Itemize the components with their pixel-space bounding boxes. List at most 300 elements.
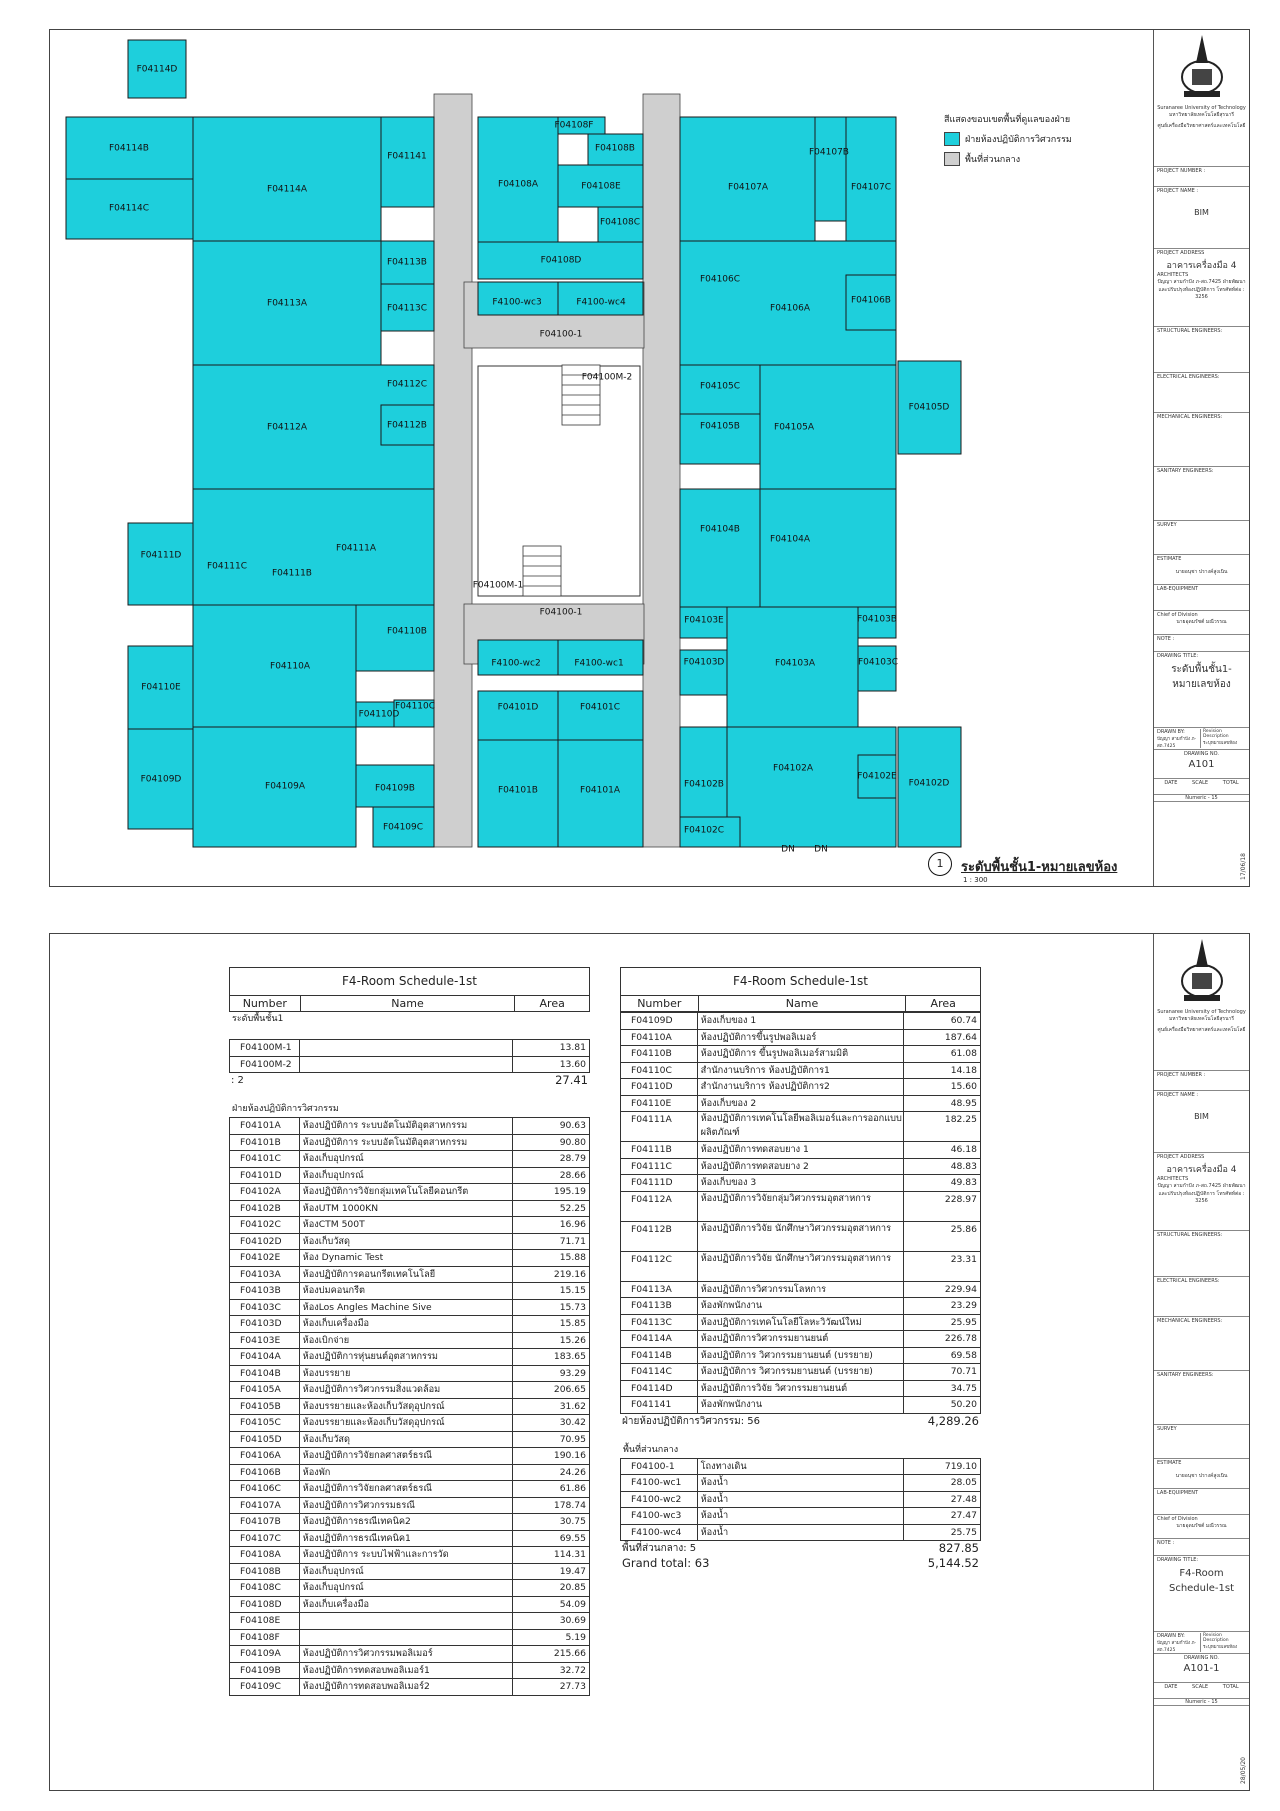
center-name: ศูนย์เครื่องมือวิทยาศาสตร์และเทคโนโลยี [1157, 1027, 1246, 1033]
room-label: DN [781, 844, 795, 855]
room-name: ห้องพัก [300, 1465, 514, 1481]
table-row [620, 1348, 981, 1365]
project-address-label: PROJECT ADDRESS [1157, 250, 1205, 256]
room-name: ห้องเก็บอุปกรณ์ [300, 1151, 514, 1167]
room-name: ห้องน้ำ [698, 1475, 905, 1491]
room-area: 219.16 [553, 1268, 586, 1280]
estimate-cell [1154, 555, 1249, 585]
architects: ปัญญา สามกำปัง ภ-สถ.7425 ฝ่ายพัฒนาและปรับปรุงห้องปฏิบัติการ โทรศัพท์ต่อ : 3256 [1157, 279, 1246, 300]
room-number: F04109D [621, 1013, 698, 1029]
room-number: F04112C [621, 1252, 698, 1281]
project-number-label: PROJECT NUMBER : [1157, 168, 1206, 174]
room-number: F04113B [621, 1298, 698, 1314]
room-number: F04110E [621, 1096, 698, 1112]
room-number: F04110C [621, 1063, 698, 1079]
col-area: Area [539, 997, 565, 1010]
project-number-cell [1154, 1071, 1249, 1091]
chief-cell [1154, 611, 1249, 635]
corridor-right [643, 94, 680, 847]
view-number: 1 [928, 852, 952, 876]
room-label: F04101D [497, 702, 539, 713]
table-row [229, 1267, 590, 1284]
group-total: 827.85 [938, 1541, 979, 1555]
legend-label: ฝ่ายห้องปฏิบัติการวิศวกรรม [965, 135, 1072, 145]
room-area: 32.72 [559, 1664, 586, 1676]
room-name: ห้องปฏิบัติการวิศวกรรมสิ่งแวดล้อม [300, 1382, 514, 1398]
room-area: 16.96 [559, 1219, 586, 1230]
room-label: F04102E [857, 771, 897, 782]
room-number: F04105C [230, 1415, 300, 1431]
room-number: F04102D [230, 1234, 300, 1250]
room-area: 60.74 [950, 1015, 977, 1026]
table-row [229, 1630, 590, 1647]
room-area: 69.58 [950, 1349, 977, 1361]
room-name [300, 1040, 514, 1056]
survey-label: SURVEY [1157, 522, 1177, 528]
project-name-cell [1154, 187, 1249, 249]
room-number: F04108B [230, 1564, 300, 1580]
project-number-cell [1154, 167, 1249, 187]
project-name: BIM [1194, 208, 1209, 217]
room-label: F04109D [140, 774, 182, 785]
project-number-label: PROJECT NUMBER : [1157, 1072, 1206, 1078]
drawing-title-label: DRAWING TITLE: [1157, 1557, 1199, 1563]
title-block-logo-area [1154, 934, 1249, 1071]
table-row [620, 1112, 981, 1142]
room-area: 15.88 [559, 1252, 586, 1263]
room-number: F04110A [621, 1030, 698, 1046]
room-label: F04106A [770, 303, 810, 314]
project-name-label: PROJECT NAME : [1157, 188, 1199, 194]
grand-total-value: 5,144.52 [927, 1556, 979, 1570]
room-label: F04114C [108, 203, 150, 214]
room-label: F04108E [581, 181, 621, 192]
room-number: F04102B [230, 1201, 300, 1217]
room-area: 15.26 [559, 1334, 586, 1346]
table-row [229, 1316, 590, 1333]
drawing-no-cell [1154, 1654, 1249, 1683]
room-area: 27.73 [559, 1681, 586, 1692]
room-area: 13.81 [559, 1042, 586, 1053]
room-name: ห้องปฏิบัติการธรณีเทคนิค2 [300, 1514, 514, 1530]
room-name: ห้องเก็บเครื่องมือ [300, 1316, 514, 1332]
estimate-label: ESTIMATE [1157, 1460, 1182, 1466]
room-area: 93.29 [559, 1367, 586, 1379]
schedule-title: F4-Room Schedule-1st [620, 967, 981, 996]
table-row [229, 1663, 590, 1680]
table-row [620, 1397, 981, 1414]
room-name: ห้องปฏิบัติการ วิศวกรรมยานยนต์ (บรรยาย) [698, 1364, 905, 1380]
table-row [620, 1525, 981, 1542]
room-name: ห้องUTM 1000KN [300, 1201, 514, 1217]
table-row [229, 1613, 590, 1630]
room-area: 178.74 [553, 1499, 586, 1511]
room-name: ห้องปฏิบัติการขึ้นรูปพอลิเมอร์ [698, 1030, 905, 1046]
date-label: DATE [1164, 780, 1178, 786]
room-area: 206.65 [553, 1384, 586, 1395]
room-number: F04100M-2 [230, 1057, 300, 1073]
room-label: F04114B [109, 143, 149, 154]
col-name: Name [301, 996, 516, 1011]
room-area: 61.08 [950, 1048, 977, 1059]
room-label: F04111D [140, 550, 182, 561]
lab-equipment-label: LAB-EQUIPMENT [1157, 586, 1199, 592]
revision-description: ระบุหมายเลขห้อง [1203, 741, 1238, 746]
schedule-header [620, 996, 981, 1012]
room-name: ห้องปฏิบัติการทดสอบยาง 2 [698, 1159, 905, 1175]
room-area: 114.31 [553, 1549, 586, 1560]
schedule-title: F4-Room Schedule-1st [229, 967, 590, 996]
room-label: F041141 [387, 151, 427, 162]
room-number: F4100-wc4 [621, 1525, 698, 1541]
room-name: ห้องน้ำ [698, 1492, 905, 1508]
room-name: ห้องปฏิบัติการทดสอบพอลิเมอร์1 [300, 1663, 514, 1679]
table-row [229, 1448, 590, 1465]
estimate-name: นายอนุชา ปรางค์สูงเนิน [1175, 1473, 1228, 1479]
room-number: F04106C [230, 1481, 300, 1497]
sanitary-cell [1154, 1371, 1249, 1425]
table-row [229, 1201, 590, 1218]
architects: ปัญญา สามกำปัง ภ-สถ.7425 ฝ่ายพัฒนาและปรับปรุงห้องปฏิบัติการ โทรศัพท์ต่อ : 3256 [1157, 1183, 1246, 1204]
room-name: ห้องปฏิบัติการวิจัย นักศึกษาวิศวกรรมอุตสาหการ [698, 1222, 905, 1251]
col-area: Area [930, 997, 956, 1010]
table-row [229, 1679, 590, 1696]
room-schedule-sheet [49, 933, 1250, 1791]
drawing-title: ระดับพื้นชั้น1-หมายเลขห้อง [1171, 664, 1232, 690]
date-label: DATE [1164, 1684, 1178, 1690]
room-number: F04109B [230, 1663, 300, 1679]
stair-lower [523, 546, 561, 596]
room-name: ห้องปฏิบัติการหุ่นยนต์อุตสาหกรรม [300, 1349, 514, 1365]
room-area: 70.71 [950, 1366, 977, 1377]
estimate-label: ESTIMATE [1157, 556, 1182, 562]
floor-plan-sheet [49, 29, 1250, 887]
room-number: F4100-wc3 [621, 1508, 698, 1524]
drawn-by-label: DRAWN BY: [1157, 1633, 1185, 1639]
table-row [229, 1057, 590, 1074]
room-area: 50.20 [950, 1399, 977, 1410]
table-row [229, 1597, 590, 1614]
room-number: F04112A [621, 1192, 698, 1221]
room-F04102B [680, 727, 727, 817]
room-area: 48.83 [950, 1160, 977, 1172]
drawing-title-cell [1154, 1556, 1249, 1632]
room-label: F04100-1 [539, 329, 583, 340]
drawn-by-label: DRAWN BY: [1157, 729, 1185, 735]
room-label: F04113C [386, 303, 428, 314]
legend-item [944, 132, 1072, 146]
room-name: ห้องปฏิบัติการ ระบบอัตโนมัติอุตสาหกรรม [300, 1118, 514, 1134]
mechanical-cell [1154, 413, 1249, 467]
room-area: 15.73 [559, 1301, 586, 1313]
table-row [229, 1531, 590, 1548]
room-number: F04107A [230, 1498, 300, 1514]
room-name [300, 1057, 514, 1073]
room-label: F04102A [773, 763, 813, 774]
table-row [620, 1298, 981, 1315]
legend-swatch [944, 132, 960, 146]
table-row [620, 1508, 981, 1525]
table-row [229, 1234, 590, 1251]
room-name: ห้องเก็บของ 1 [698, 1013, 905, 1029]
room-area: 28.79 [559, 1153, 586, 1164]
electrical-cell [1154, 373, 1249, 413]
room-name: ห้องปฏิบัติการ ระบบไฟฟ้าและการวัด [300, 1547, 514, 1563]
group-count: ฝ่ายห้องปฏิบัติการวิศวกรรม: 56 [622, 1415, 760, 1427]
room-area: 229.94 [944, 1283, 977, 1295]
room-area: 226.78 [944, 1333, 977, 1344]
room-label: F04105A [774, 422, 814, 433]
description-label: Description [1203, 1638, 1229, 1643]
room-number: F04102C [230, 1217, 300, 1233]
room-area: 30.42 [559, 1417, 586, 1428]
room-area: 23.29 [950, 1300, 977, 1311]
project-address-cell [1154, 1153, 1249, 1231]
project-name-label: PROJECT NAME : [1157, 1092, 1199, 1098]
room-area: 182.25 [944, 1114, 977, 1125]
room-label: F04108A [498, 179, 538, 190]
schedule-left [229, 967, 590, 1696]
room-number: F04113A [621, 1282, 698, 1298]
structural-label: STRUCTURAL ENGINEERS: [1157, 1232, 1223, 1238]
room-label: F04113B [387, 257, 427, 268]
group-name: พื้นที่ส่วนกลาง [623, 1444, 679, 1455]
room-F04110B [356, 605, 434, 671]
room-F04107A [680, 117, 815, 241]
room-name: สำนักงานบริการ ห้องปฏิบัติการ2 [698, 1079, 905, 1095]
chief-cell [1154, 1515, 1249, 1539]
room-number: F4100-wc2 [621, 1492, 698, 1508]
group-name: ฝ่ายห้องปฏิบัติการวิศวกรรม [232, 1104, 339, 1114]
room-F04107C [846, 117, 896, 241]
room-name: ห้องเบิกจ่าย [300, 1333, 514, 1349]
room-F041141 [381, 117, 434, 207]
room-label: F04110B [387, 626, 427, 637]
university-name: Suranaree University of Technology [1157, 1009, 1246, 1015]
room-area: 183.65 [553, 1351, 586, 1362]
drawing-no: A101 [1188, 759, 1215, 770]
side-date: 28/05/20 [1240, 1757, 1247, 1784]
project-address-label: PROJECT ADDRESS [1157, 1154, 1205, 1160]
room-area: 31.62 [559, 1400, 586, 1412]
room-name: ห้องปฏิบัติการวิจัย วิศวกรรมยานยนต์ [698, 1381, 905, 1397]
note-cell [1154, 635, 1249, 652]
title-block-logo-area [1154, 30, 1249, 167]
room-area: 187.64 [944, 1031, 977, 1043]
room-number: F04110D [621, 1079, 698, 1095]
table-row [229, 1399, 590, 1416]
drawing-title-label: DRAWING TITLE: [1157, 653, 1199, 659]
room-name: ห้องเก็บอุปกรณ์ [300, 1168, 514, 1184]
estimate-name: นายอนุชา ปรางค์สูงเนิน [1175, 569, 1228, 575]
university-logo [1157, 937, 1246, 1009]
room-name: ห้องCTM 500T [300, 1217, 514, 1233]
date-scale-row [1154, 1683, 1249, 1699]
room-label: F04103B [857, 614, 897, 625]
room-area: 52.25 [559, 1202, 586, 1214]
room-name: ห้องพักพนักงาน [698, 1397, 905, 1413]
room-label: F04102B [684, 779, 724, 790]
schedule-right [620, 967, 981, 1571]
level-label: ระดับพื้นชั้น1 [232, 1014, 284, 1024]
room-area: 46.18 [950, 1144, 977, 1155]
revision-description: ระบุหมายเลขห้อง [1203, 1645, 1238, 1650]
view-scale: 1 : 300 [963, 876, 988, 884]
table-row [620, 1458, 981, 1476]
room-area: 30.69 [559, 1615, 586, 1626]
room-label: F04104B [700, 524, 740, 535]
room-area: 195.19 [553, 1186, 586, 1197]
room-name: ห้องปฏิบัติการวิจัยกลุ่มเทคโนโลยีคอนกรีต [300, 1184, 514, 1200]
room-area: 14.18 [950, 1064, 977, 1076]
electrical-label: ELECTRICAL ENGINEERS: [1157, 1278, 1220, 1284]
room-number: F04111B [621, 1142, 698, 1158]
room-area: 719.10 [944, 1460, 977, 1472]
chief-name: นายอุดมรัชต์ มณีวรรณ [1176, 619, 1227, 625]
room-name [300, 1630, 514, 1646]
room-label: F04112B [387, 420, 427, 431]
room-name: ห้องปฏิบัติการทดสอบยาง 1 [698, 1142, 905, 1158]
drawing-title-cell [1154, 652, 1249, 728]
structural-cell [1154, 327, 1249, 373]
room-F04101D [478, 691, 558, 740]
room-label: F04111B [272, 568, 312, 579]
revision-box [1200, 729, 1246, 748]
university-name-th: มหาวิทยาลัยเทคโนโลยีสุรนารี [1168, 112, 1234, 118]
room-label: F04109A [265, 781, 305, 792]
room-label: F4100-wc2 [491, 658, 541, 669]
room-label: F04106C [699, 274, 741, 285]
project-address: อาคารเครื่องมือ 4 [1166, 1165, 1237, 1175]
room-number: F04101D [230, 1168, 300, 1184]
room-area: 48.95 [950, 1097, 977, 1109]
survey-cell [1154, 1425, 1249, 1459]
architects-label: ARCHITECTS [1157, 1176, 1189, 1182]
schedule-group-engineering-cont [620, 1012, 981, 1414]
schedule-header [229, 996, 590, 1012]
drawing-title: F4-Room Schedule-1st [1168, 1568, 1235, 1594]
room-name: ห้องปฏิบัติการทดสอบพอลิเมอร์2 [300, 1679, 514, 1695]
room-label: F04108D [540, 255, 582, 266]
floor-plan-drawing [50, 30, 1153, 886]
project-address: อาคารเครื่องมือ 4 [1166, 261, 1237, 271]
room-name: ห้องเก็บวัสดุ [300, 1432, 514, 1448]
room-name: ห้องพักพนักงาน [698, 1298, 905, 1314]
structural-label: STRUCTURAL ENGINEERS: [1157, 328, 1223, 334]
table-row [620, 1315, 981, 1332]
room-name: ห้องปฏิบัติการวิศวกรรมยานยนต์ [698, 1331, 905, 1347]
total-label: TOTAL [1222, 780, 1239, 786]
room-name: ห้องปฏิบัติการวิจัย นักศึกษาวิศวกรรมอุตสาหการ [698, 1252, 905, 1281]
table-row [620, 1282, 981, 1299]
table-row [229, 1349, 590, 1366]
table-row [229, 1366, 590, 1383]
drawing-no-label: DRAWING NO. [1184, 751, 1219, 757]
room-label: F04110D [358, 709, 400, 720]
scale-label: SCALE [1192, 1684, 1209, 1690]
room-label: F04113A [267, 298, 307, 309]
table-row [229, 1117, 590, 1135]
room-label: F04107B [809, 147, 849, 158]
room-number: F04108C [230, 1580, 300, 1596]
room-name: ห้องปฏิบัติการธรณีเทคนิค1 [300, 1531, 514, 1547]
drawing-no-label: DRAWING NO. [1184, 1655, 1219, 1661]
revision-box [1200, 1633, 1246, 1652]
room-label: F04114A [267, 184, 307, 195]
room-F04104A [760, 489, 896, 607]
room-area: 54.09 [559, 1598, 586, 1610]
room-number: F04111C [621, 1159, 698, 1175]
room-F04101C [558, 691, 643, 740]
room-number: F04105D [230, 1432, 300, 1448]
room-area: 190.16 [553, 1450, 586, 1461]
room-number: F04103D [230, 1316, 300, 1332]
room-number: F04104B [230, 1366, 300, 1382]
table-row [229, 1465, 590, 1482]
numeric-label: Numeric - 15 [1154, 1699, 1249, 1706]
table-row [229, 1283, 590, 1300]
room-area: 49.83 [950, 1177, 977, 1188]
table-row [229, 1415, 590, 1432]
room-F04104B [680, 489, 760, 607]
room-label: F4100-wc1 [574, 658, 624, 669]
room-area: 28.66 [559, 1169, 586, 1181]
room-number: F04103A [230, 1267, 300, 1283]
table-row [620, 1475, 981, 1492]
room-area: 27.48 [950, 1493, 977, 1505]
grand-total-label: Grand total: 63 [622, 1556, 710, 1570]
room-area: 215.66 [553, 1648, 586, 1659]
room-label: F04100M-2 [581, 372, 633, 383]
room-name: โถงทางเดิน [698, 1459, 905, 1475]
table-row [229, 1514, 590, 1531]
room-area: 13.60 [559, 1058, 586, 1070]
table-row [620, 1142, 981, 1159]
room-number: F04100M-1 [230, 1040, 300, 1056]
room-label: F04110A [270, 661, 310, 672]
room-label: F04101A [580, 785, 620, 796]
numeric-label: Numeric - 15 [1154, 795, 1249, 802]
room-label: F04109B [375, 783, 415, 794]
estimate-cell [1154, 1459, 1249, 1489]
room-name [300, 1613, 514, 1629]
room-number: F04105B [230, 1399, 300, 1415]
room-label: F04108C [599, 217, 641, 228]
legend-swatch [944, 152, 960, 166]
room-name: ห้องปฏิบัติการ ระบบอัตโนมัติอุตสาหกรรม [300, 1135, 514, 1151]
university-name-th: มหาวิทยาลัยเทคโนโลยีสุรนารี [1168, 1016, 1234, 1022]
chief-label: Chief of Division [1157, 1516, 1198, 1522]
room-area: 19.47 [559, 1565, 586, 1577]
note-cell [1154, 1539, 1249, 1556]
room-name: ห้องน้ำ [698, 1525, 905, 1541]
room-area: 15.15 [559, 1285, 586, 1296]
room-label: F04101B [498, 785, 538, 796]
room-name: ห้องบรรยายและห้องเก็บวัสดุอุปกรณ์ [300, 1415, 514, 1431]
view-title-text: ระดับพื้นชั้น1-หมายเลขห้อง [961, 860, 1118, 875]
center-name: ศูนย์เครื่องมือวิทยาศาสตร์และเทคโนโลยี [1157, 123, 1246, 129]
room-number: F04108E [230, 1613, 300, 1629]
room-area: 70.95 [559, 1433, 586, 1445]
room-label: F04107A [728, 182, 768, 193]
room-name: ห้องเก็บอุปกรณ์ [300, 1580, 514, 1596]
room-name: สำนักงานบริการ ห้องปฏิบัติการ1 [698, 1063, 905, 1079]
group-subtotal [620, 1414, 981, 1429]
room-label: F04102D [908, 778, 950, 789]
room-number: F04114A [621, 1331, 698, 1347]
room-area: 90.80 [559, 1136, 586, 1148]
table-row [229, 1481, 590, 1498]
